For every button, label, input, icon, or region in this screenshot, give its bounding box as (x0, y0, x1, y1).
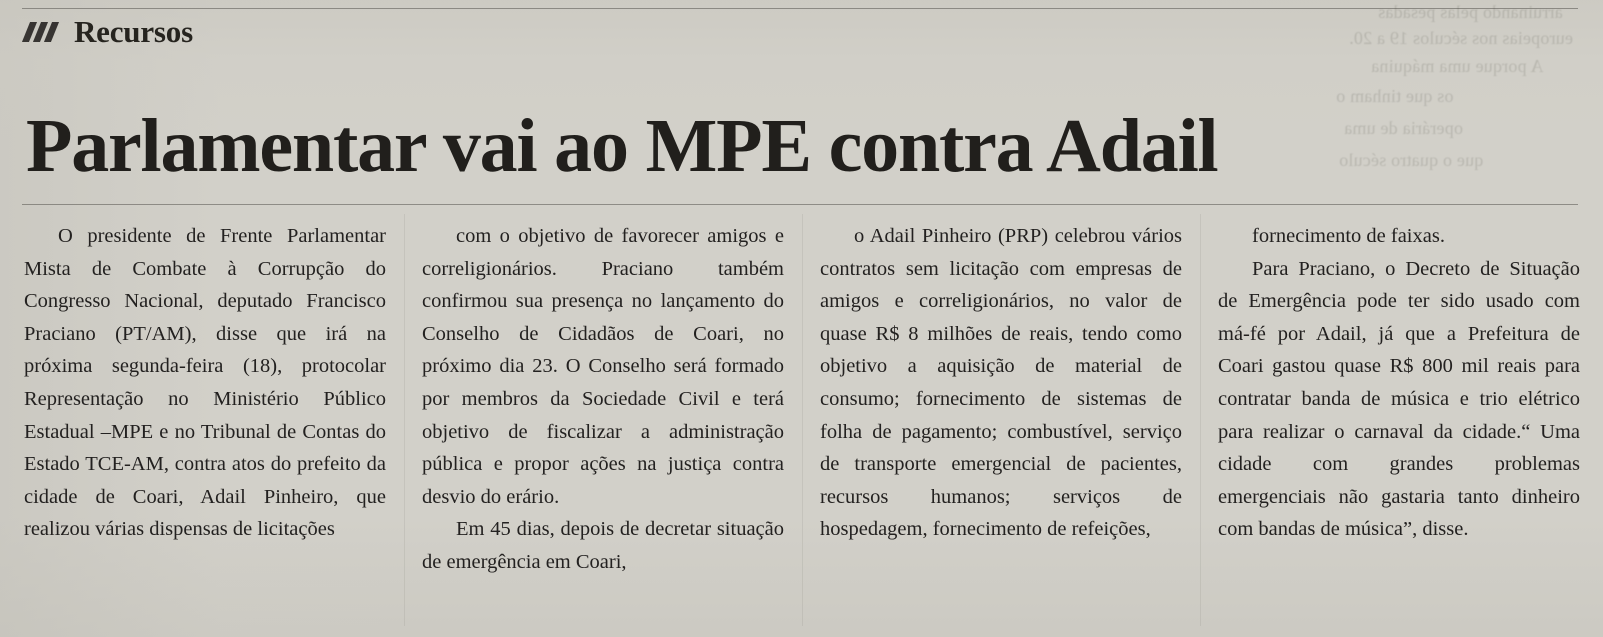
bleed-through-text: arruinando pelas pesadas (1378, 2, 1563, 22)
article-column-1 (24, 220, 386, 624)
paragraph: o Adail Pinheiro (PRP) celebrou vários contratos sem licitação com empresas de amigos e correligionários, no valor de quase R$ 8 milhões de reais, tendo como objetivo a aquisição de material de consumo; fornecimento de sistemas de folha de pagamento; combustível, serviço de transporte emergencial de pacientes, recursos humanos; serviços de hospedagem, fornecimento de refeições, (820, 225, 1182, 541)
section-kicker-label: Recursos (74, 14, 193, 49)
headline: Parlamentar vai ao MPE contra Adail (26, 103, 1218, 188)
article-column-3 (820, 220, 1182, 624)
section-kicker (24, 14, 193, 50)
article-column-4 (1218, 220, 1580, 624)
divider-under-headline (22, 204, 1578, 205)
article-column-2 (422, 220, 784, 624)
divider-top (22, 8, 1578, 9)
chevrons-right-icon (24, 19, 62, 45)
paragraph: Para Praciano, o Decreto de Situação de Emergência pode ter sido usado com má-fé por Adail, já que a Prefeitura de Coari gastou quase R$ 800 mil reais para contratar banda de música e trio elétrico para realizar o carnaval da cidade.“ Uma cidade com grandes problemas emergenciais não gastaria tanto dinheiro com bandas de música”, disse. (1218, 257, 1580, 541)
bleed-through-text: operária de uma (1344, 118, 1463, 138)
paragraph: O presidente de Frente Parlamentar Mista de Combate à Corrupção do Congresso Nacional, deputado Francisco Praciano (PT/AM), disse que irá na próxima segunda-feira (18), protocolar Representação no Ministério Público Estadual –MPE e no Tribunal de Contas do Estado TCE-AM, contra atos do prefeito da cidade de Coari, Adail Pinheiro, que realizou várias dispensas de licitações (24, 225, 386, 541)
bleed-through-text: que o quatro século (1338, 150, 1483, 170)
paragraph: Em 45 dias, depois de decretar situação de emergência em Coari, (422, 518, 784, 573)
bleed-through-text: europeias nos séculos 19 a 20. (1349, 28, 1573, 48)
paragraph: com o objetivo de favorecer amigos e correligionários. Praciano também confirmou sua presença no lançamento do Conselho de Cidadãos de Coari, no próximo dia 23. O Conselho será formado por membros da Sociedade Civil e terá objetivo de fiscalizar a administração pública e propor ações na justiça contra desvio do erário. (422, 225, 784, 508)
bleed-through-text: A porque uma máquina (1370, 56, 1543, 76)
bleed-through-text: os que tinham o (1335, 86, 1453, 106)
article-body (24, 220, 1580, 624)
paragraph: fornecimento de faixas. (1252, 225, 1445, 247)
